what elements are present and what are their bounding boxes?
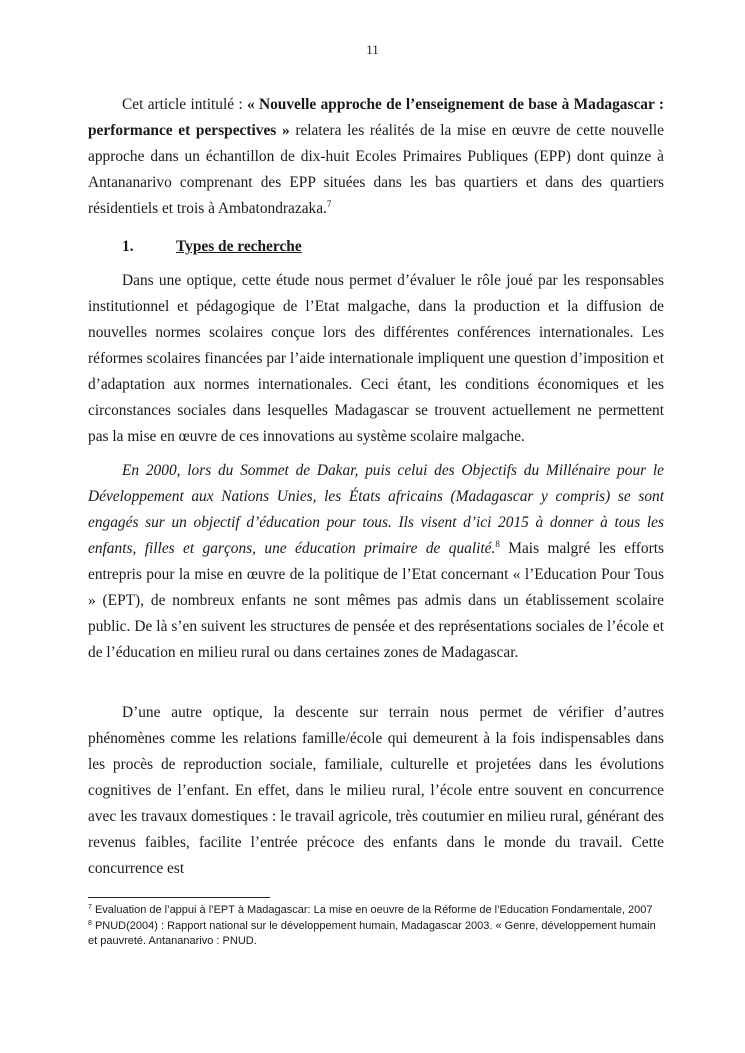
dakar-paragraph xyxy=(88,458,664,666)
intro-prefix: Cet article intitulé : xyxy=(122,96,247,113)
research-paragraph: Dans une optique, cette étude nous permet d’évaluer le rôle joué par les responsables institutionnel et pédagogique de l’Etat malgache, dans la production et la diffusion de nouvelles normes scolaires conçue lors des différentes conférences internationales. Les réformes scolaires financées par l’aide internationale impliquent une question d’imposition et d’adaptation aux normes internationales. Ceci étant, les conditions économiques et les circonstances sociales dans lesquelles Madagascar se trouvent actuellement ne permettent pas la mise en œuvre de ces innovations au système scolaire malgache. xyxy=(88,272,664,445)
footnote-ref-7: 7 xyxy=(326,199,332,209)
article-title: « Nouvelle approche de l’enseignement de base à Madagascar : performance et perspectives » xyxy=(88,96,664,139)
footnote-separator xyxy=(88,897,270,898)
intro-paragraph xyxy=(88,92,664,222)
family-school-paragraph: D’une autre optique, la descente sur terrain nous permet de vérifier d’autres phénomènes comme les relations famille/école qui demeurent à la fois indispensables dans les procès de reproduction sociale, familiale, culturelle et projetées dans les évolutions cognitives de l’enfant. En effet, dans le milieu rural, l’école entre souvent en concurrence avec les travaux domestiques : le travail agricole, très coutumier en milieu rural, générant des revenus faibles, facilite l’entrée précoce des enfants dans le monde du travail. Cette concurrence est xyxy=(88,704,664,877)
footnote-ref-8: 8 xyxy=(495,539,500,549)
footnote-8 xyxy=(88,919,664,950)
footnote-number: 8 xyxy=(88,919,92,927)
footnote-7 xyxy=(88,903,664,919)
section-heading xyxy=(88,234,664,260)
body-text xyxy=(88,92,664,882)
intro-suffix: relatera les réalités de la mise en œuvre de cette nouvelle approche dans un échantillon de dix-huit Ecoles Primaires Publiques (EPP) dont quinze à Antananarivo comprenant des EPP situées dans les bas quartiers et dans des quartiers résidentiels et trois à Ambatondrazaka. xyxy=(88,122,664,217)
page-number: 11 xyxy=(366,42,379,57)
dakar-italic-text: En 2000, lors du Sommet de Dakar, puis celui des Objectifs du Millénaire pour le Développement aux Nations Unies, les États africains (Madagascar y compris) se sont engagés sur un objectif d’éducation pour tous. Ils visent d’ici 2015 à donner à tous les enfants, filles et garçons, une éducation primaire de qualité. xyxy=(88,462,664,557)
footnote-text: PNUD(2004) : Rapport national sur le développement humain, Madagascar 2003. « Genre, développement humain et pauvreté. Antananarivo : PNUD. xyxy=(88,919,656,947)
section-title: Types de recherche xyxy=(176,238,302,255)
footnotes xyxy=(88,903,664,950)
footnote-number: 7 xyxy=(88,904,92,911)
section-number: 1. xyxy=(122,238,134,255)
dakar-rest-text: Mais malgré les efforts entrepris pour la mise en œuvre de la politique de l’Etat concernant « l’Education Pour Tous » (EPT), de nombreux enfants ne sont mêmes pas admis dans un établissement scolaire public. De là s’en suivent les structures de pensée et des représentations sociales de l’école et de l’éducation en milieu rural ou dans certaines zones de Madagascar. xyxy=(88,540,665,661)
footnote-text: Evaluation de l’appui à l’EPT à Madagascar: La mise en oeuvre de la Réforme de l’Education Fondamentale, 2007 xyxy=(91,904,653,916)
